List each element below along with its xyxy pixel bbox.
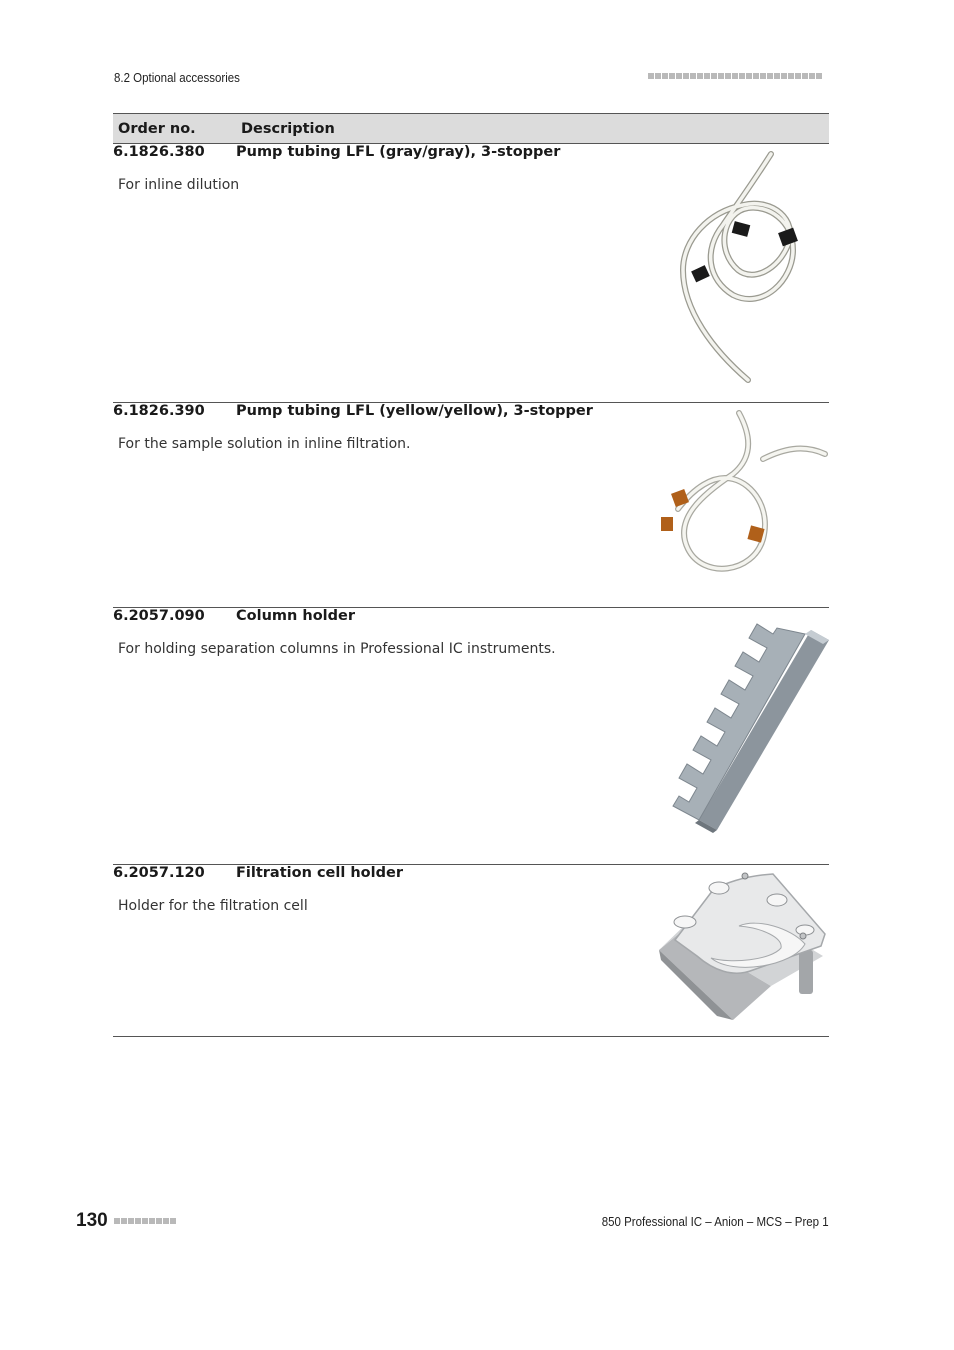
item-title: Pump tubing LFL (gray/gray), 3-stopper	[236, 144, 561, 160]
table-row	[113, 144, 829, 403]
item-description: For the sample solution in inline filtration.	[118, 436, 411, 452]
item-title: Filtration cell holder	[236, 865, 403, 881]
footer-decor-squares	[114, 1218, 176, 1224]
page-number: 130	[76, 1210, 108, 1231]
section-title: 8.2 Optional accessories	[114, 71, 240, 85]
item-title: Column holder	[236, 608, 355, 624]
order-number: 6.2057.090	[113, 608, 236, 865]
table-row	[113, 865, 829, 1037]
stopper	[732, 221, 751, 237]
order-number: 6.2057.120	[113, 865, 236, 1037]
table-header-row	[113, 114, 829, 144]
order-number: 6.1826.390	[113, 403, 236, 608]
yellow-pump-tubing-image	[653, 409, 829, 589]
stopper	[691, 265, 710, 282]
table-row	[113, 403, 829, 608]
document-title: 850 Professional IC – Anion – MCS – Prep 1	[602, 1215, 829, 1229]
column-header-description: Description	[236, 114, 829, 144]
item-description: For holding separation columns in Professional IC instruments.	[118, 641, 556, 657]
item-title: Pump tubing LFL (yellow/yellow), 3-stopper	[236, 403, 593, 419]
accessories-table	[113, 113, 829, 1037]
item-description: Holder for the filtration cell	[118, 898, 308, 914]
table-row	[113, 608, 829, 865]
column-header-order-no: Order no.	[113, 114, 236, 144]
stopper	[661, 517, 673, 531]
item-description: For inline dilution	[118, 177, 240, 193]
gray-pump-tubing-image	[653, 150, 829, 386]
filtration-cell-holder-image	[653, 870, 829, 1022]
stopper	[671, 489, 689, 507]
header-decor-squares	[648, 73, 822, 79]
column-holder-image	[653, 618, 829, 833]
order-number: 6.1826.380	[113, 144, 236, 403]
